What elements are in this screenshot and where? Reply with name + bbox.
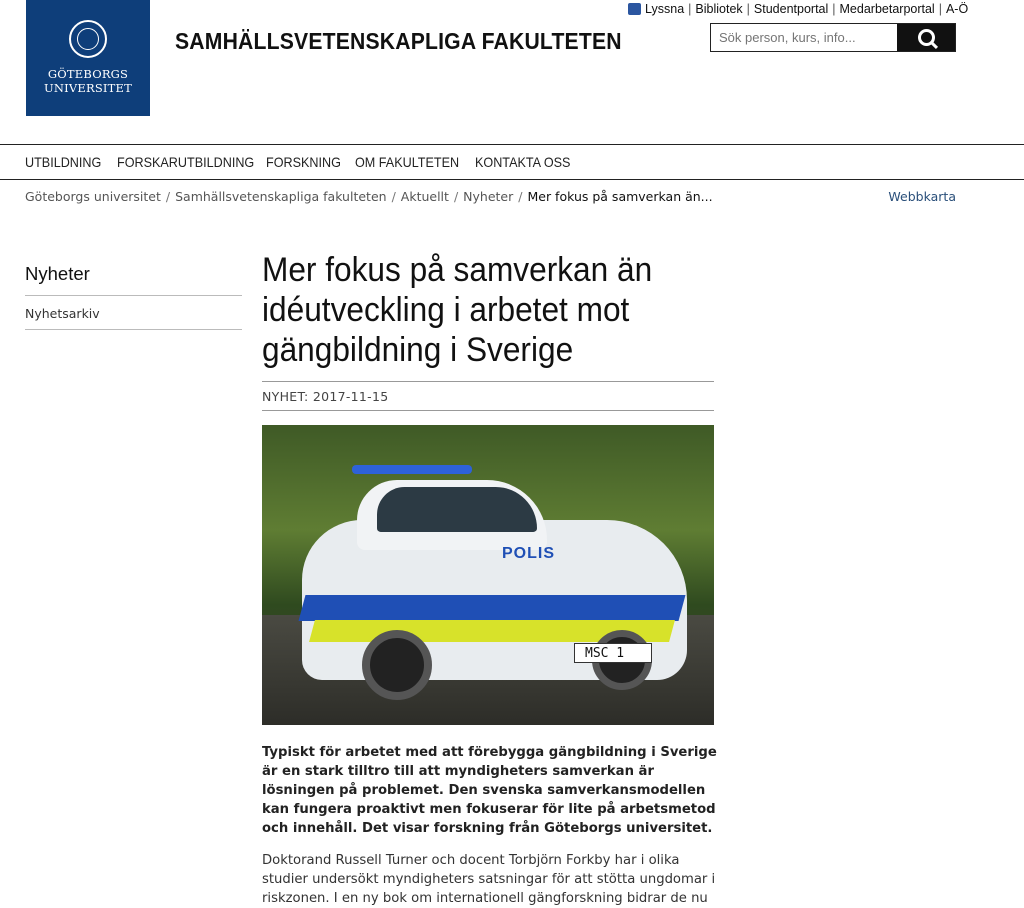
top-links: Lyssna | Bibliotek | Studentportal | Medarbetarportal | A-Ö — [628, 2, 968, 16]
search-icon — [918, 29, 935, 46]
breadcrumb-item[interactable]: Göteborgs universitet — [25, 189, 161, 204]
nav-forskning[interactable]: FORSKNING — [266, 154, 341, 170]
logo-text — [26, 67, 150, 95]
breadcrumb: Göteborgs universitet / Samhällsvetenskapliga fakulteten / Aktuellt / Nyheter / Mer fokus på samverkan än... — [25, 189, 713, 204]
toplink-bibliotek[interactable]: Bibliotek — [695, 2, 743, 16]
license-plate: MSC 1 — [574, 643, 652, 663]
car-window — [377, 487, 537, 532]
wheel — [362, 630, 432, 700]
light-bar — [352, 465, 472, 474]
car-text: POLIS — [502, 545, 556, 562]
toplink-a-o[interactable]: A-Ö — [945, 2, 969, 16]
logo-line-2: UNIVERSITET — [43, 81, 132, 95]
faculty-title[interactable]: SAMHÄLLSVETENSKAPLIGA FAKULTETEN — [175, 28, 622, 54]
breadcrumb-item[interactable]: Samhällsvetenskapliga fakulteten — [175, 189, 387, 204]
nav-forskarutbildning[interactable]: FORSKARUTBILDNING — [117, 154, 255, 170]
sidebar-divider — [25, 329, 242, 330]
meta-divider — [262, 381, 714, 382]
article-headline: Mer fokus på samverkan än idéutveckling i arbetet mot gängbildning i Sverige — [262, 251, 653, 369]
sitemap-link[interactable]: Webbkarta — [888, 189, 956, 204]
blue-stripe — [299, 595, 686, 621]
nav-om-fakulteten[interactable]: OM FAKULTETEN — [355, 154, 460, 170]
article-lead: Typiskt för arbetet med att förebygga gängbildning i Sverige är en stark tilltro till att myndigheters samverkan är lösningen på problemet. Den svenska samverkansmodellen kan fungera proaktivt men fokuserar för lite på arbetsmetod och innehåll. Det visar forskning från Göteborgs universitet. — [262, 745, 717, 836]
sidebar-title[interactable]: Nyheter — [25, 263, 90, 284]
main-nav — [0, 144, 1024, 180]
breadcrumb-item[interactable]: Aktuellt — [400, 189, 449, 204]
article-date: NYHET: 2017-11-15 — [262, 389, 389, 404]
nav-utbildning[interactable]: UTBILDNING — [25, 154, 102, 170]
sidebar-divider — [25, 295, 242, 296]
toplink-medarbetarportal[interactable]: Medarbetarportal — [839, 2, 935, 16]
breadcrumb-current: Mer fokus på samverkan än... — [527, 189, 713, 204]
seal-icon — [69, 20, 107, 58]
logo-line-1: GÖTEBORGS — [47, 67, 129, 81]
toplink-studentportal[interactable]: Studentportal — [753, 2, 829, 16]
search-box — [710, 23, 956, 52]
meta-divider — [262, 410, 714, 411]
nav-kontakta-oss[interactable]: KONTAKTA OSS — [475, 154, 571, 170]
article-body: Doktorand Russell Turner och docent Torbjörn Forkby har i olika studier undersökt myndigheters satsningar för att stötta ungdomar i riskzonen. I en ny bok om internationell gängforskning bidrar de nu — [262, 853, 716, 906]
speaker-icon — [628, 3, 641, 15]
search-input[interactable] — [711, 24, 897, 51]
breadcrumb-item[interactable]: Nyheter — [463, 189, 514, 204]
toplink-lyssna[interactable]: Lyssna — [645, 2, 685, 16]
article-image-police-car — [262, 425, 714, 725]
search-button[interactable] — [897, 24, 955, 51]
sidebar-item-nyhetsarkiv[interactable]: Nyhetsarkiv — [25, 306, 100, 321]
university-logo[interactable] — [26, 0, 150, 116]
